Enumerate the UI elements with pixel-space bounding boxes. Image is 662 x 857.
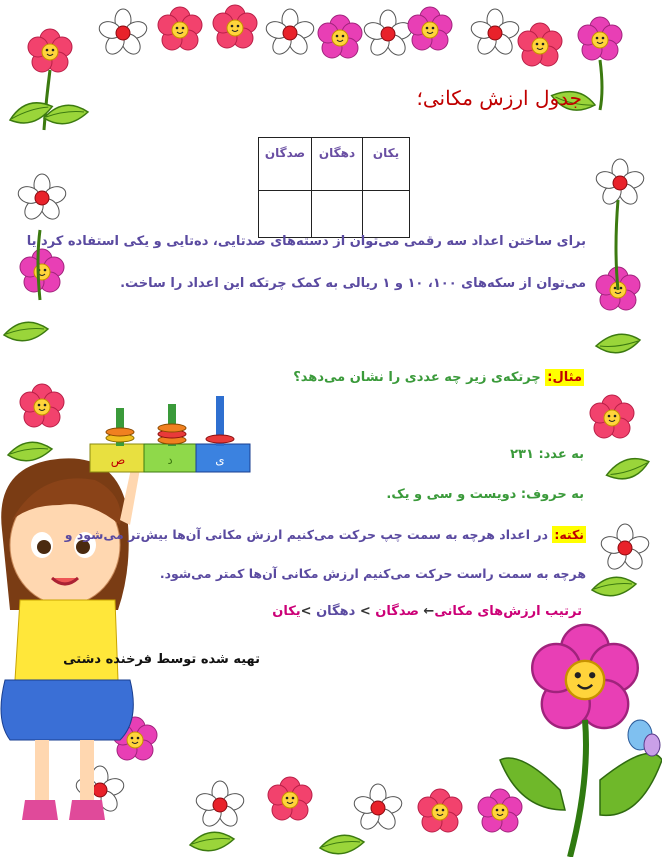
note-label: نکته: [554,527,584,542]
cell-hundreds [259,191,312,238]
girl-illustration [1,450,143,820]
example-label: مثال: [547,370,582,385]
order-sep-2: > [300,604,312,619]
place-value-table [258,137,410,238]
abacus-letter-units: ی [215,453,225,467]
order-hundreds: صدگان [375,604,419,619]
number-value: ۲۳۱ [510,447,534,462]
header-tens: دهگان [312,138,363,191]
note-line-2: هرچه به سمت راست حرکت می‌کنیم ارزش مکانی آن‌ها کمتر می‌شود. [159,566,586,581]
order-tens: دهگان [316,604,356,619]
author-credit: تهیه شده توسط فرخنده دشتی [63,652,260,667]
words-line: به حروف: دویست و سی و یک. [386,487,584,502]
cell-units [363,191,410,238]
order-label: ترتیب ارزش‌های مکانی [434,604,582,619]
abacus-letter-hundreds: ص [110,453,126,467]
abacus-letter-tens: د [167,453,173,467]
order-arrow: ← [423,604,435,619]
cell-tens [312,191,363,238]
example-question: چرتکه‌ی زیر چه عددی را نشان می‌دهد؟ [293,370,541,385]
note-text-1: در اعداد هرچه به سمت چپ حرکت می‌کنیم ارزش مکانی آن‌ها بیش‌تر می‌شود و [64,527,548,542]
header-units: یکان [363,138,410,191]
intro-line-1: برای ساختن اعداد سه رقمی می‌توان از دسته‌های صدتایی، ده‌تایی و یکی استفاده کرد یا [26,234,586,249]
order-line [272,604,582,619]
order-sep-1: > [359,604,371,619]
intro-line-2: می‌توان از سکه‌های ۱۰۰، ۱۰ و ۱ ریالی به کمک چرتکه این اعداد را ساخت. [120,276,586,291]
number-label: به عدد: [538,447,584,462]
order-units: یکان [272,604,301,619]
number-line [510,447,584,462]
example-line [293,370,584,385]
abacus-illustration [84,392,254,482]
page-title: جدول ارزش مکانی؛ [416,86,582,110]
note-line-1 [65,527,586,542]
header-hundreds: صدگان [259,138,312,191]
